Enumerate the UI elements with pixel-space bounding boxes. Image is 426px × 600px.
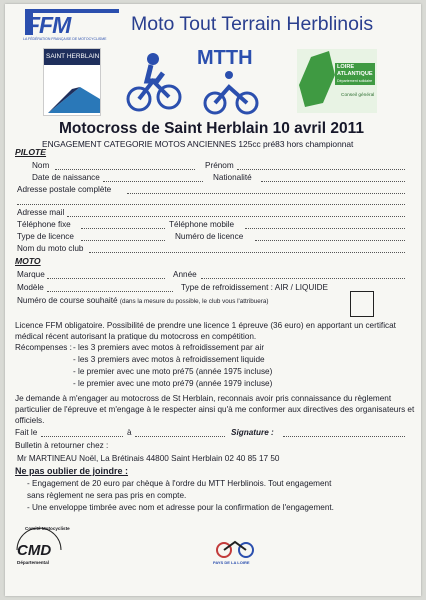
event-title: Motocross de Saint Herblain 10 avril 2011 xyxy=(59,120,364,137)
header xyxy=(5,4,421,44)
recompense-4: - le premier avec une moto pré79 (année 1979 incluse) xyxy=(73,379,273,388)
type-licence-label: Type de licence xyxy=(17,232,74,241)
loire-label: LOIRE xyxy=(337,64,355,70)
annee-label: Année xyxy=(173,270,197,279)
prenom-field[interactable] xyxy=(237,169,405,170)
marque-label: Marque xyxy=(17,270,45,279)
mtth-rider-icon xyxy=(195,71,265,115)
pays-loire-bike-icon xyxy=(213,534,257,560)
licence-paragraph: Licence FFM obligatoire. Possibilité de prendre une licence 1 épreuve (36 euro) en apportant un certificat médical récent autorisant la pratique du motocross en compétition. xyxy=(15,321,396,341)
modele-field[interactable] xyxy=(47,291,173,292)
departement-label: Département solidaire xyxy=(337,79,373,83)
bulletin-label: Bulletin à retourner chez : xyxy=(15,441,109,450)
tel-fixe-field[interactable] xyxy=(81,228,165,229)
pilote-heading: PILOTE xyxy=(15,147,47,157)
motocross-rider-icon xyxy=(123,51,183,113)
pays-loire-logo xyxy=(213,534,257,568)
ne-pas-oublier-heading: Ne pas oublier de joindre : xyxy=(15,466,129,476)
event-subtitle: ENGAGEMENT CATEGORIE MOTOS ANCIENNES 125cc pré83 hors championnat xyxy=(42,139,354,149)
numero-licence-field[interactable] xyxy=(255,240,405,241)
joindre-1b: sans règlement ne sera pas pris en compte. xyxy=(27,491,187,500)
form-sheet xyxy=(5,4,421,596)
fait-le-field[interactable] xyxy=(41,436,123,437)
date-naissance-field[interactable] xyxy=(103,181,203,182)
nationalite-field[interactable] xyxy=(261,181,405,182)
ffm-subtitle: LA FÉDÉRATION FRANÇAISE DE MOTOCYCLISME xyxy=(23,37,107,41)
joindre-2: - Une enveloppe timbrée avec nom et adresse pour la confirmation de l'engagement. xyxy=(27,503,334,512)
club-label: Nom du moto club xyxy=(17,244,84,253)
prenom-label: Prénom xyxy=(205,161,234,170)
tel-mobile-field[interactable] xyxy=(245,228,405,229)
logo-band xyxy=(43,45,379,117)
nom-label: Nom xyxy=(32,161,50,170)
tel-mobile-label: Téléphone mobile xyxy=(169,220,235,229)
engagement-paragraph: Je demande à m'engager au motocross de St Herblain, reconnais avoir pris connaissance du règlement particulier de l'épreuve et m'engage à le respecter ainsi qu'à me conformer aux directives des organisateurs et officiels. xyxy=(15,394,415,425)
nom-field[interactable] xyxy=(55,169,195,170)
numero-licence-label: Numéro de licence xyxy=(175,232,244,241)
saint-herblain-logo xyxy=(43,48,101,116)
atlantique-label: ATLANTIQUE xyxy=(337,71,373,77)
cmd-logo xyxy=(11,522,70,578)
nationalite-label: Nationalité xyxy=(213,173,252,182)
lieu-field[interactable] xyxy=(135,436,225,437)
adresse-field-line2[interactable] xyxy=(17,204,405,205)
refroidissement-label: Type de refroidissement : AIR / LIQUIDE xyxy=(181,283,328,292)
mtth-logo xyxy=(195,47,265,115)
cmd-sub-text: Départemental xyxy=(17,560,49,565)
annee-field[interactable] xyxy=(201,278,405,279)
signature-field[interactable] xyxy=(283,436,405,437)
adresse-retour: Mr MARTINEAU Noël, La Brétinais 44800 Saint Herblain 02 40 85 17 50 xyxy=(17,454,280,463)
ffm-logo-text: FFM xyxy=(26,12,71,38)
recompense-1: - les 3 premiers avec motos à refroidissement par air xyxy=(73,343,265,352)
cmd-text: CMD xyxy=(17,542,52,559)
saint-herblain-mark xyxy=(44,65,100,115)
a-label: à xyxy=(127,428,132,437)
marque-field[interactable] xyxy=(47,278,165,279)
email-label: Adresse mail xyxy=(17,208,65,217)
saint-herblain-label: SAINT HERBLAIN xyxy=(46,53,100,60)
signature-label: Signature : xyxy=(231,428,274,437)
date-naissance-label: Date de naissance xyxy=(32,173,100,182)
adresse-label: Adresse postale complète xyxy=(17,185,112,194)
adresse-field[interactable] xyxy=(127,193,405,194)
club-field[interactable] xyxy=(89,252,405,253)
pays-loire-label: PAYS DE LA LOIRE xyxy=(213,560,250,565)
recompenses-label: Récompenses : xyxy=(15,343,72,352)
conseil-label: Conseil général xyxy=(341,93,375,98)
loire-atlantique-logo xyxy=(297,49,377,113)
moto-heading: MOTO xyxy=(15,256,41,266)
club-title: Moto Tout Terrain Herblinois xyxy=(131,13,374,35)
recompense-2: - les 3 premiers avec motos à refroidissement liquide xyxy=(73,355,265,364)
joindre-1: - Engagement de 20 euro par chèque à l'ordre du MTT Herblinois. Tout engagement xyxy=(27,479,332,488)
numero-course-label xyxy=(17,296,268,305)
numero-course-text: Numéro de course souhaité xyxy=(17,296,118,305)
type-licence-field[interactable] xyxy=(81,240,165,241)
modele-label: Modèle xyxy=(17,283,44,292)
numero-course-note: (dans la mesure du possible, le club vous l'attribuera) xyxy=(119,298,269,305)
recompense-3: - le premier avec une moto pré75 (année 1975 incluse) xyxy=(73,367,273,376)
cmd-arc-text: Comité Motocycliste xyxy=(25,526,70,531)
mtth-label: MTTH xyxy=(197,47,253,69)
numero-course-box[interactable] xyxy=(350,291,374,317)
tel-fixe-label: Téléphone fixe xyxy=(17,220,71,229)
fait-le-label: Fait le xyxy=(15,428,38,437)
email-field[interactable] xyxy=(67,216,405,217)
